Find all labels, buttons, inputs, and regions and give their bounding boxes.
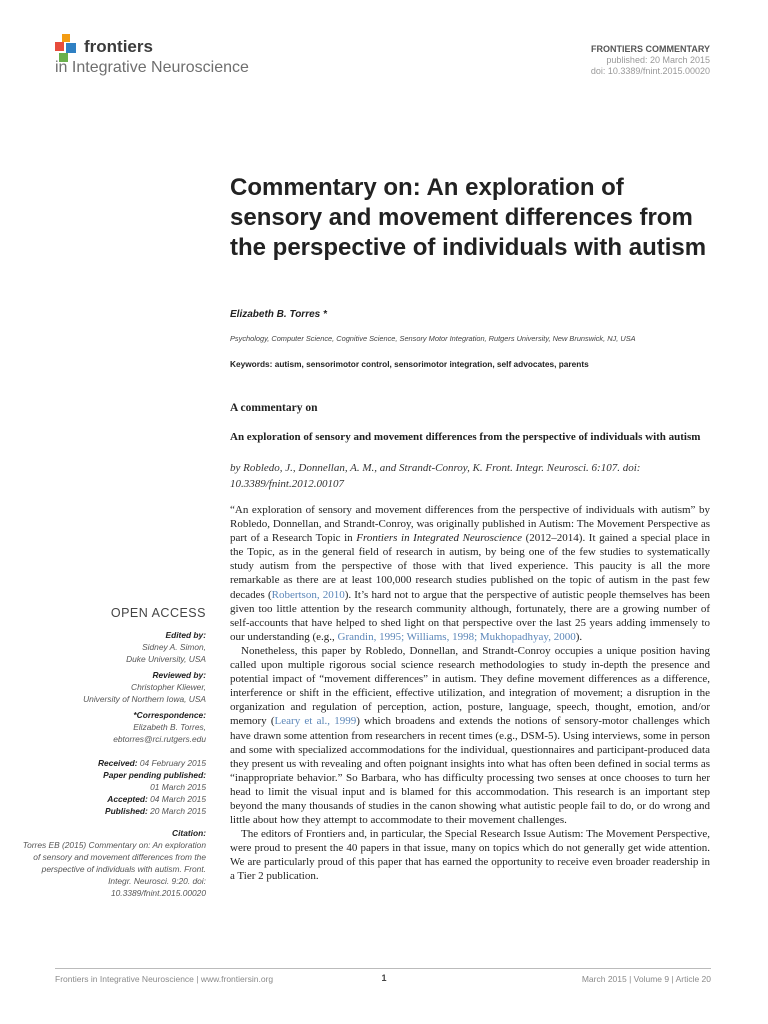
article-title: Commentary on: An exploration of sensory and movement differences from the perspective of individuals with autism bbox=[230, 174, 707, 261]
commentary-heading: A commentary on bbox=[230, 402, 318, 414]
footer-journal-link[interactable]: Frontiers in Integrative Neuroscience | www.frontiersin.org bbox=[55, 974, 274, 984]
correspondence-name: Elizabeth B. Torres, bbox=[133, 722, 206, 732]
original-article-citation: by Robledo, J., Donnellan, A. M., and Strandt-Conroy, K. Front. Integr. Neurosci. 6:107. doi: 10.3389/fnint.2012.00107 bbox=[230, 462, 641, 490]
original-article-title: An exploration of sensory and movement differences from the perspective of individuals with autism bbox=[230, 431, 701, 443]
reviewed-by-label: Reviewed by: bbox=[152, 670, 206, 680]
author-affiliation: Psychology, Computer Science, Cognitive Science, Sensory Motor Integration, Rutgers University, New Brunswick, NJ, USA bbox=[230, 334, 636, 343]
open-access-label: OPEN ACCESS bbox=[110, 606, 206, 620]
journal-subtitle: in Integrative Neuroscience bbox=[55, 59, 249, 76]
citation-label: Citation: bbox=[172, 828, 206, 838]
journal-brand: frontiers bbox=[84, 37, 153, 56]
article-doi[interactable]: doi: 10.3389/fnint.2015.00020 bbox=[590, 66, 710, 76]
citation-text: Torres EB (2015) Commentary on: An exploration of sensory and movement differences from the perspective of individuals with autism. Front. Integr. Neurosci. 9:20. doi: 10.3389/fnint.2015.00020 bbox=[22, 840, 206, 898]
author-line bbox=[230, 309, 327, 320]
body-paragraph-2: Nonetheless, this paper by Robledo, Donnellan, and Strandt-Conroy occupies a unique position having called upon multiple rigorous social science research methodologies to study in-depth the presence and potential impact of “movement differences” in autism. They define movement differences as a difference, interference or shift in the efficient, effective utilization, and integration of movement; a disruption in the organization and regulation of perception, action, posture, language, speech, thought, emotion, and/or memory (Leary et al., 1999) which broadens and extends the notions of sensory-motor challenges which have drawn some attention from researchers in recent times (e.g., DSM-5). Using interviews, some in person and some with specialized accommodations for the individual, questionnaires and participant-produced data they present us with revealing and often poignant insights into what has often been defined in social terms as “inappropriate behavior.” So Barbara, who has difficulty processing two senses at once chooses to turn her head to limit the visual input and is blamed for this accommodation. This research is an important step beyond the many thousands of studies in the canon showing what autistic people fail to do, or do wrong and little about how they attempt to accommodate to their movement challenges. bbox=[230, 644, 710, 827]
footer-divider bbox=[55, 968, 711, 969]
body-paragraph-1: “An exploration of sensory and movement differences from the perspective of individuals with autism” by Robledo, Donnellan, and Strandt-Conroy, was originally published in Autism: The Movement Perspective as part of a Research Topic in Frontiers in Integrated Neuroscience (2012–2014). It gained a special place in the Topic, as in the general field of research in autism, by being one of the few studies to systematically study autism from the perspective of those with that lived experience. This paucity is all the more remarkable as there are at least 100,000 research studies published on the topic of autism in the past few decades (Robertson, 2010). It’s hard not to argue that the perspective of autistic people themselves has been given too little attention by the research community although, fortunately, there are a growing number of self-accounts that have helped to shed light on that perspective over the last 25 years adding immensely to our understanding (e.g., Grandin, 1995; Williams, 1998; Mukhopadhyay, 2000). bbox=[230, 504, 710, 643]
journal-name: Frontiers in Integrated Neuroscience bbox=[356, 532, 523, 545]
received-date: Received: 04 February 2015 bbox=[97, 758, 206, 768]
footer-volume-info: March 2015 | Volume 9 | Article 20 bbox=[581, 974, 711, 984]
keywords-list: autism, sensorimotor control, sensorimotor integration, self advocates, parents bbox=[274, 359, 589, 369]
body-paragraph-3: The editors of Frontiers and, in particular, the Special Research Issue Autism: The Movement Perspective, were proud to present the 40 papers in that issue, many on topics which do not generally get wide attention. We are particularly proud of this paper that has earned the opportunity to receive even broader readership in a Tier 2 publication. bbox=[230, 828, 710, 883]
article-type: FRONTIERS COMMENTARY bbox=[591, 44, 710, 54]
correspondence-email[interactable]: ebtorres@rci.rutgers.edu bbox=[113, 734, 206, 744]
reference-link[interactable]: Grandin, 1995; Williams, 1998; Mukhopadhyay, 2000 bbox=[337, 630, 576, 643]
published-date-sidebar: Published: 20 March 2015 bbox=[104, 806, 206, 816]
keywords-label: Keywords: bbox=[230, 359, 273, 369]
editor-name[interactable]: Sidney A. Simon, bbox=[142, 642, 206, 652]
published-date: published: 20 March 2015 bbox=[606, 55, 710, 65]
reference-link[interactable]: Robertson, 2010 bbox=[271, 588, 345, 601]
correspondence-label: *Correspondence: bbox=[133, 710, 206, 720]
keywords bbox=[230, 359, 589, 369]
page-number: 1 bbox=[381, 973, 387, 983]
author-name[interactable]: Elizabeth B. Torres bbox=[230, 309, 321, 320]
pending-date: 01 March 2015 bbox=[150, 782, 206, 792]
article-info-sidebar bbox=[16, 606, 206, 899]
editor-affiliation: Duke University, USA bbox=[126, 654, 206, 664]
reviewer-name[interactable]: Christopher Kliewer, bbox=[131, 682, 206, 692]
article-body bbox=[230, 503, 710, 884]
pending-label: Paper pending published: bbox=[103, 770, 206, 780]
author-mark: * bbox=[323, 309, 327, 320]
edited-by-label: Edited by: bbox=[165, 630, 206, 640]
reference-link[interactable]: Leary et al., 1999 bbox=[274, 715, 357, 728]
accepted-date: Accepted: 04 March 2015 bbox=[107, 794, 206, 804]
reviewer-affiliation: University of Northern Iowa, USA bbox=[83, 694, 206, 704]
header-meta bbox=[591, 44, 710, 77]
